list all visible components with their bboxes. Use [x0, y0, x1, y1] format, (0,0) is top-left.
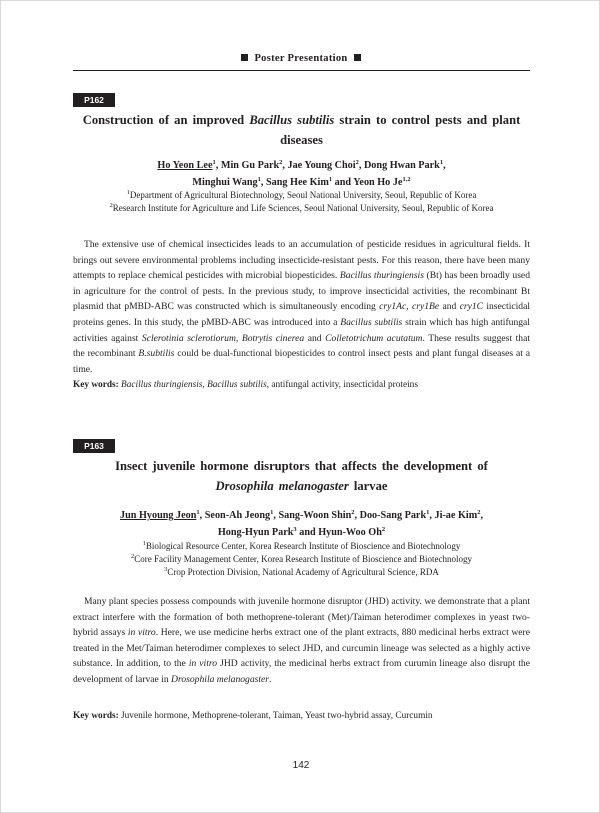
affil-marker: 1 [196, 509, 200, 516]
square-bullet-icon [354, 54, 361, 61]
author: , Jae Young Choi [282, 160, 356, 171]
abstract-text: strain which has high antifungal activities against [73, 316, 530, 344]
poster-id-badge: P163 [73, 439, 115, 453]
title-text: strain to control pests and plant [334, 113, 521, 127]
abstract-italic: Bacillus subtilis [340, 316, 403, 328]
abstract-text: (Bt) has been broadly used in agriculture for the control of pests. In the previous study, to improve insecticidal activities, the recombinant Bt plasmid that pMBD-ABC was constructed which is simultaneously encoding [73, 270, 530, 313]
abstract-italic: Sclerotinia sclerotiorum [141, 332, 236, 344]
keyword-sep: , [202, 380, 208, 390]
author-line [73, 524, 530, 541]
abstract-italic: Drosophila melanogaster [171, 673, 270, 685]
author: and Yeon Ho Je [332, 177, 403, 188]
header-rule [73, 70, 530, 71]
abstract-italic: Botrytis cinerea [241, 332, 305, 344]
keywords-label: Key words: [73, 380, 119, 390]
abstract [73, 237, 530, 377]
affil-marker: 1 [426, 509, 430, 516]
affil-marker: 2 [109, 202, 113, 209]
affil-marker: 2 [279, 159, 283, 166]
affiliation [73, 540, 530, 553]
affil-marker: 3 [164, 566, 168, 573]
affiliations [73, 189, 530, 215]
abstract-text: insecticidal proteins genes. In this study, the pMBD-ABC was introduced into a [73, 301, 531, 328]
abstract-text: , [406, 301, 412, 313]
author: , Min Gu Park [215, 160, 280, 171]
abstract-paragraph [73, 237, 530, 377]
poster-title [73, 456, 530, 496]
affiliation-text: Department of Agricultural Biotechnology, Seoul National University, Seoul, Republic of Korea [129, 190, 477, 200]
abstract-paragraph [73, 594, 530, 688]
author: , Doo-Sang Park [354, 510, 427, 521]
title-line [73, 476, 530, 496]
keyword: Bacillus subtilis [207, 380, 267, 390]
abstract-text: Many plant species possess compounds with juvenile hormone disruptor (JHD) activity. we demonstrate that a plant extract interfere with the formation of both methoprene-tolerant (Met)/Taiman heterodimer complexes in yeast two-hybrid assays [73, 596, 530, 639]
affil-marker: 3 [293, 526, 297, 533]
author: , Ji-ae Kim [429, 510, 478, 521]
keyword: Bacillus thuringiensis [121, 380, 203, 390]
author: Hong-Hyun Park [217, 527, 294, 538]
abstract-text: , [235, 332, 242, 344]
keywords [73, 378, 530, 392]
author-sep: , [443, 160, 446, 171]
author: and Hyun-Woo Oh [296, 527, 382, 538]
title-line [73, 110, 530, 130]
affiliation-text: Core Facility Management Center, Korea Research Institute of Bioscience and Biotechnology [134, 554, 473, 564]
author: , Seon-Ah Jeong [199, 510, 271, 521]
title-text: Construction of an improved [82, 113, 250, 127]
affiliation-text: Research Institute for Agriculture and Life Sciences, Seoul National University, Seoul, Republic of Korea [112, 203, 494, 213]
author-list [73, 157, 530, 191]
author-line [73, 157, 530, 174]
affil-marker: 1 [270, 509, 274, 516]
square-bullet-icon [241, 54, 248, 61]
author-list [73, 507, 530, 541]
affil-marker: 1 [212, 159, 216, 166]
abstract-italic: cry1Be [411, 301, 440, 313]
abstract-text: and [304, 332, 326, 344]
author: Minghui Wang [192, 177, 258, 188]
affil-marker: 1 [142, 540, 146, 547]
abstract-italic: in vitro [188, 658, 218, 670]
affiliation-text: Biological Resource Center, Korea Research Institute of Bioscience and Biotechnology [145, 541, 461, 551]
abstract [73, 594, 530, 688]
presenting-author: Ho Yeon Lee [157, 160, 213, 171]
affil-marker: 2 [355, 159, 359, 166]
affil-marker: 2 [351, 509, 355, 516]
title-species: Bacillus subtilis [249, 113, 335, 127]
keywords [73, 709, 530, 723]
affiliation [73, 566, 530, 579]
affil-marker: 1,2 [402, 176, 411, 183]
abstract-text: could be dual-functional biopesticides to control insect pests and plant fungal diseases at a time. [73, 348, 531, 375]
keyword: , antifungal activity, insecticidal proteins [266, 380, 418, 390]
affil-marker: 2 [381, 526, 386, 533]
affil-marker: 1 [126, 189, 130, 196]
affil-marker: 1 [257, 176, 261, 183]
keyword: Juvenile hormone, Methoprene-tolerant, Taiman, Yeast two-hybrid assay, Curcumin [118, 711, 433, 721]
author-sep: , [480, 510, 483, 521]
abstract-italic: cry1Ac [379, 301, 407, 313]
keywords-label: Key words: [73, 711, 119, 721]
affil-marker: 1 [328, 176, 333, 183]
author: , Sang-Woon Shin [273, 510, 352, 521]
title-line: diseases [280, 133, 323, 147]
abstract-italic: Bacillus thuringiensis [339, 270, 424, 282]
poster-id-badge: P162 [73, 93, 115, 107]
page-number: 142 [292, 760, 310, 771]
title-text: larvae [348, 479, 388, 493]
affiliations [73, 540, 530, 579]
running-header [1, 53, 600, 64]
title-line: Insect juvenile hormone disruptors that affects the development of [115, 459, 488, 473]
abstract-text: . Here, we use medicine herbs extract one of the plant extracts, 880 medicinal herbs extract were treated in the Met/Taiman heterodimer complexes to select JHD, and curcumin lineage was selected as a highly active substance. In addition, to the [73, 627, 531, 670]
affil-marker: 2 [130, 553, 135, 560]
section-title: Poster Presentation [254, 53, 348, 64]
author: , Sang Hee Kim [260, 177, 329, 188]
title-species: Drosophila melanogaster [215, 479, 349, 493]
abstract-text: The extensive use of chemical insecticides leads to an accumulation of pesticide residues in agricultural fields. It brings out severe environmental problems including insecticide-resistant pests. For this reason, there have been many attempts to replace chemical pesticides with microbial biopesticides. [73, 239, 530, 282]
affiliation-text: Crop Protection Division, National Academy of Agricultural Science, RDA [167, 567, 439, 577]
abstract-text: . [269, 673, 272, 685]
author-line [73, 507, 530, 524]
affiliation [73, 553, 530, 566]
abstract-italic: B.subtilis [138, 348, 175, 360]
affiliation [73, 189, 530, 202]
abstract-text: JHD activity, the medicinal herbs extract from curumin lineage also disrupt the development of larvae in [73, 658, 530, 685]
affiliation [73, 202, 530, 215]
poster-title [73, 110, 530, 150]
abstract-text: . These results suggest that the recombinant [73, 332, 530, 360]
affil-marker: 1 [439, 159, 444, 166]
author: , Dong Hwan Park [358, 160, 440, 171]
presenting-author: Jun Hyoung Jeon [119, 510, 197, 521]
abstract-text: and [439, 301, 460, 313]
abstract-italic: cry1C [459, 301, 484, 313]
abstract-italic: Colletotrichum acutatum [325, 332, 423, 344]
abstract-italic: in vitro [127, 627, 156, 639]
affil-marker: 2 [477, 509, 481, 516]
